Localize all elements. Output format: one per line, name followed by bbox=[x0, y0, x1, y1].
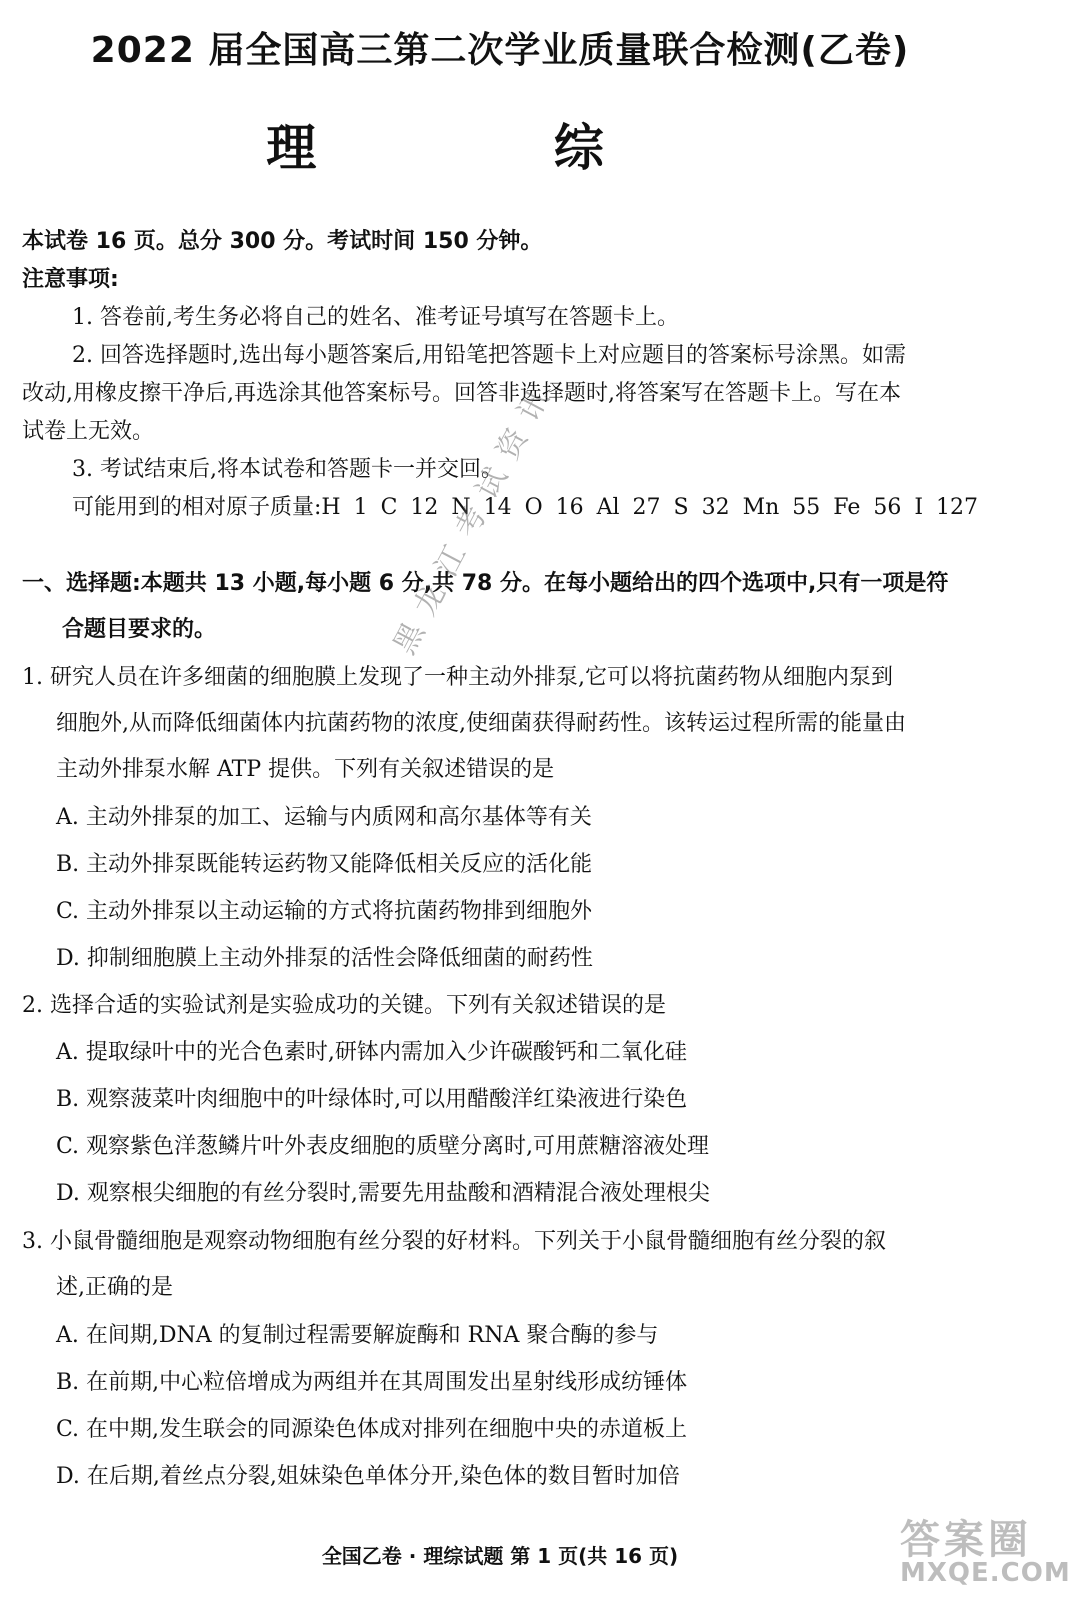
question-1-option-b: B. 主动外排泵既能转运药物又能降低相关反应的活化能 bbox=[56, 852, 593, 877]
section-heading-line-1: 一、选择题:本题共 13 小题,每小题 6 分,共 78 分。在每小题给出的四个选项中,只有一项是符 bbox=[22, 571, 949, 596]
question-1-option-d: D. 抑制细胞膜上主动外排泵的活性会降低细菌的耐药性 bbox=[56, 946, 593, 971]
watermark-text: 黑龙江考试资讯 bbox=[387, 371, 563, 661]
logo-domain: MXQE.COM bbox=[900, 1558, 1071, 1588]
question-3-option-c: C. 在中期,发生联会的同源染色体成对排列在细胞中央的赤道板上 bbox=[56, 1417, 688, 1442]
question-1-line-2: 细胞外,从而降低细菌体内抗菌药物的浓度,使细菌获得耐药性。该转运过程所需的能量由 bbox=[56, 711, 906, 736]
question-3-line-2: 述,正确的是 bbox=[56, 1275, 173, 1300]
atomic-masses: 可能用到的相对原子质量:H 1 C 12 N 14 O 16 Al 27 S 32 Mn 55 Fe 56 I 127 bbox=[72, 495, 979, 520]
question-3-option-b: B. 在前期,中心粒倍增成为两组并在其周围发出星射线形成纺锤体 bbox=[56, 1370, 688, 1395]
notice-item-3: 3. 考试结束后,将本试卷和答题卡一并交回。 bbox=[72, 457, 503, 482]
section-heading-line-2: 合题目要求的。 bbox=[62, 617, 217, 642]
notice-item-1: 1. 答卷前,考生务必将自己的姓名、准考证号填写在答题卡上。 bbox=[72, 305, 679, 330]
subject-title: 理 综 bbox=[266, 119, 714, 177]
question-2-line-1: 2. 选择合适的实验试剂是实验成功的关键。下列有关叙述错误的是 bbox=[22, 993, 666, 1018]
exam-summary: 本试卷 16 页。总分 300 分。考试时间 150 分钟。 bbox=[22, 229, 543, 254]
notice-item-2-line-3: 试卷上无效。 bbox=[22, 419, 155, 444]
question-1-option-a: A. 主动外排泵的加工、运输与内质网和高尔基体等有关 bbox=[56, 805, 592, 830]
question-2-option-d: D. 观察根尖细胞的有丝分裂时,需要先用盐酸和酒精混合液处理根尖 bbox=[56, 1181, 710, 1206]
question-1-line-3: 主动外排泵水解 ATP 提供。下列有关叙述错误的是 bbox=[56, 757, 555, 782]
question-1-line-1: 1. 研究人员在许多细菌的细胞膜上发现了一种主动外排泵,它可以将抗菌药物从细胞内泵到 bbox=[22, 665, 893, 690]
site-logo bbox=[900, 1508, 1070, 1592]
notice-title: 注意事项: bbox=[22, 267, 119, 292]
notice-item-2-line-2: 改动,用橡皮擦干净后,再选涂其他答案标号。回答非选择题时,将答案写在答题卡上。写在本 bbox=[22, 381, 901, 406]
page-footer: 全国乙卷 · 理综试题 第 1 页(共 16 页) bbox=[321, 1544, 679, 1568]
question-3-line-1: 3. 小鼠骨髓细胞是观察动物细胞有丝分裂的好材料。下列关于小鼠骨髓细胞有丝分裂的叙 bbox=[22, 1229, 886, 1254]
question-2-option-a: A. 提取绿叶中的光合色素时,研钵内需加入少许碳酸钙和二氧化硅 bbox=[56, 1040, 687, 1065]
question-3-option-d: D. 在后期,着丝点分裂,姐妹染色单体分开,染色体的数目暂时加倍 bbox=[56, 1464, 680, 1489]
question-1-option-c: C. 主动外排泵以主动运输的方式将抗菌药物排到细胞外 bbox=[56, 899, 593, 924]
question-2-option-c: C. 观察紫色洋葱鳞片叶外表皮细胞的质壁分离时,可用蔗糖溶液处理 bbox=[56, 1134, 710, 1159]
exam-title: 2022 届全国高三第二次学业质量联合检测(乙卷) bbox=[90, 30, 910, 71]
question-3-option-a: A. 在间期,DNA 的复制过程需要解旋酶和 RNA 聚合酶的参与 bbox=[56, 1323, 659, 1348]
notice-item-2-line-1: 2. 回答选择题时,选出每小题答案后,用铅笔把答题卡上对应题目的答案标号涂黑。如需 bbox=[72, 343, 906, 368]
logo-mark: 答案圈 bbox=[900, 1517, 1032, 1563]
question-2-option-b: B. 观察菠菜叶肉细胞中的叶绿体时,可以用醋酸洋红染液进行染色 bbox=[56, 1087, 688, 1112]
